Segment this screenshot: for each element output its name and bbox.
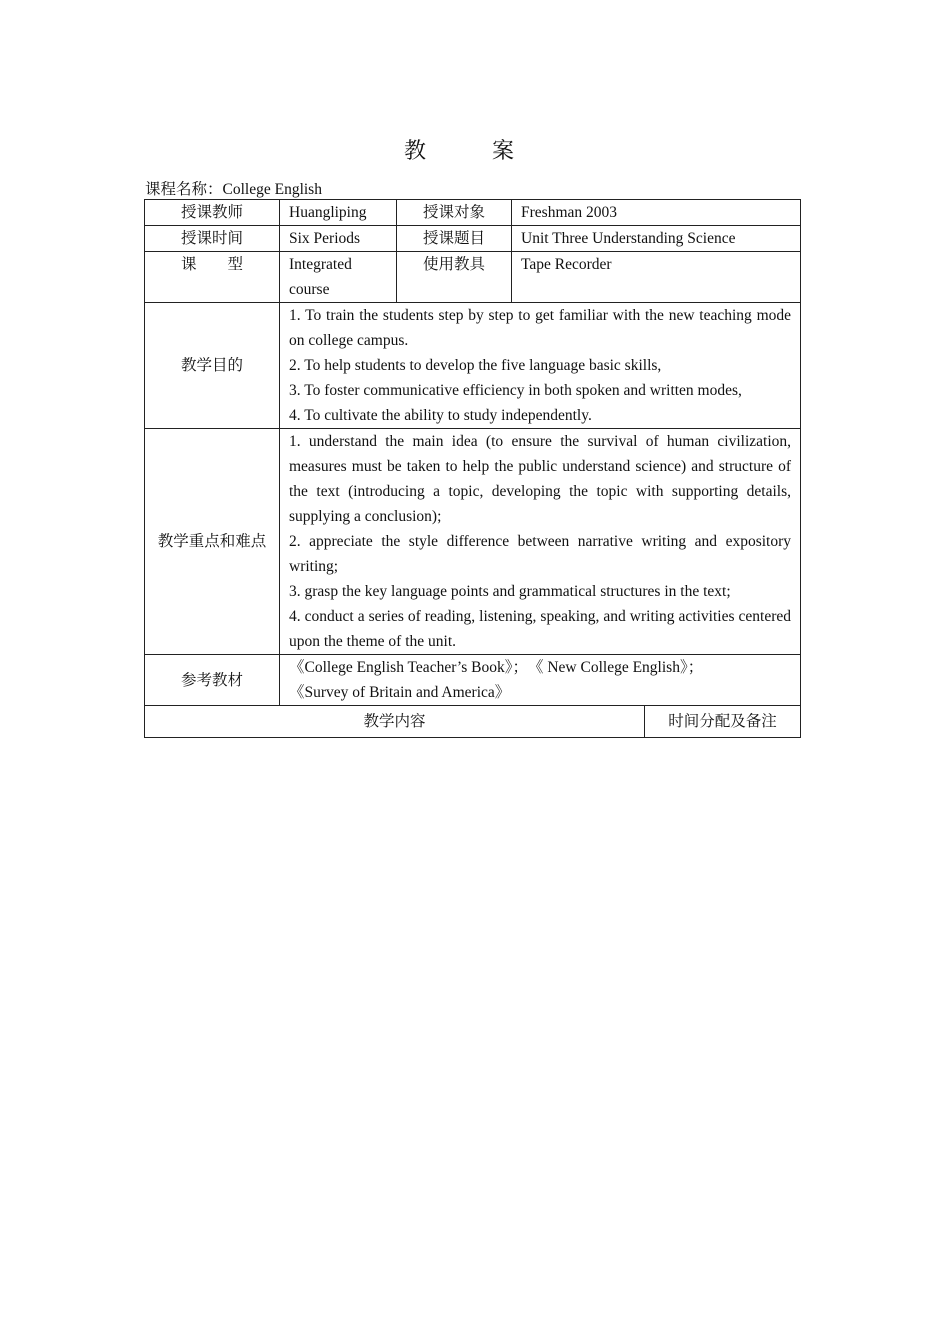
table-row [145, 200, 801, 226]
content-header: 教学内容 [145, 706, 645, 738]
table-row [145, 706, 801, 738]
type-label: 课 型 [145, 252, 280, 303]
course-label: 课程名称： [145, 181, 223, 198]
audience-value: Freshman 2003 [512, 200, 801, 226]
table-row [145, 303, 801, 429]
table-row [145, 655, 801, 706]
key-point-item: 2. appreciate the style difference between narrative writing and expository writing; [289, 533, 792, 575]
topic-value: Unit Three Understanding Science [512, 226, 801, 252]
key-point-item: 3. grasp the key language points and grammatical structures in the text; [289, 583, 731, 600]
course-name-line [145, 177, 322, 199]
lesson-plan-table [144, 199, 801, 738]
references-content [280, 655, 801, 706]
type-value: Integrated course [280, 252, 397, 303]
time-label: 授课时间 [145, 226, 280, 252]
objectives-label: 教学目的 [145, 303, 280, 429]
document-title: 教 案 [403, 138, 536, 163]
objective-item: 2. To help students to develop the five language basic skills, [289, 357, 662, 374]
teacher-value: Huangliping [280, 200, 397, 226]
audience-label: 授课对象 [397, 200, 512, 226]
course-name: College English [222, 181, 322, 198]
tools-value: Tape Recorder [512, 252, 801, 303]
references-label: 参考教材 [145, 655, 280, 706]
objective-item: 3. To foster communicative efficiency in both spoken and written modes, [289, 382, 742, 399]
key-points-label: 教学重点和难点 [145, 429, 280, 655]
objectives-content [280, 303, 801, 429]
topic-label: 授课题目 [397, 226, 512, 252]
table-row [145, 252, 801, 303]
key-point-item: 4. conduct a series of reading, listening, speaking, and writing activities centered upon the theme of the unit. [289, 608, 792, 650]
time-notes-header: 时间分配及备注 [645, 706, 801, 738]
teacher-label: 授课教师 [145, 200, 280, 226]
objective-item: 1. To train the students step by step to get familiar with the new teaching mode on college campus. [289, 307, 792, 349]
key-point-item: 1. understand the main idea (to ensure the survival of human civilization, measures must be taken to help the public understand science) and structure of the text (introducing a topic, developing the topic with supporting details, supplying a conclusion); [289, 433, 792, 525]
objective-item: 4. To cultivate the ability to study independently. [289, 407, 592, 424]
time-value: Six Periods [280, 226, 397, 252]
reference-line: 《College English Teacher’s Book》； 《 New College English》； [289, 659, 704, 676]
key-points-content [280, 429, 801, 655]
table-row [145, 226, 801, 252]
tools-label: 使用教具 [397, 252, 512, 303]
table-row [145, 429, 801, 655]
reference-line: 《Survey of Britain and America》 [289, 684, 511, 701]
